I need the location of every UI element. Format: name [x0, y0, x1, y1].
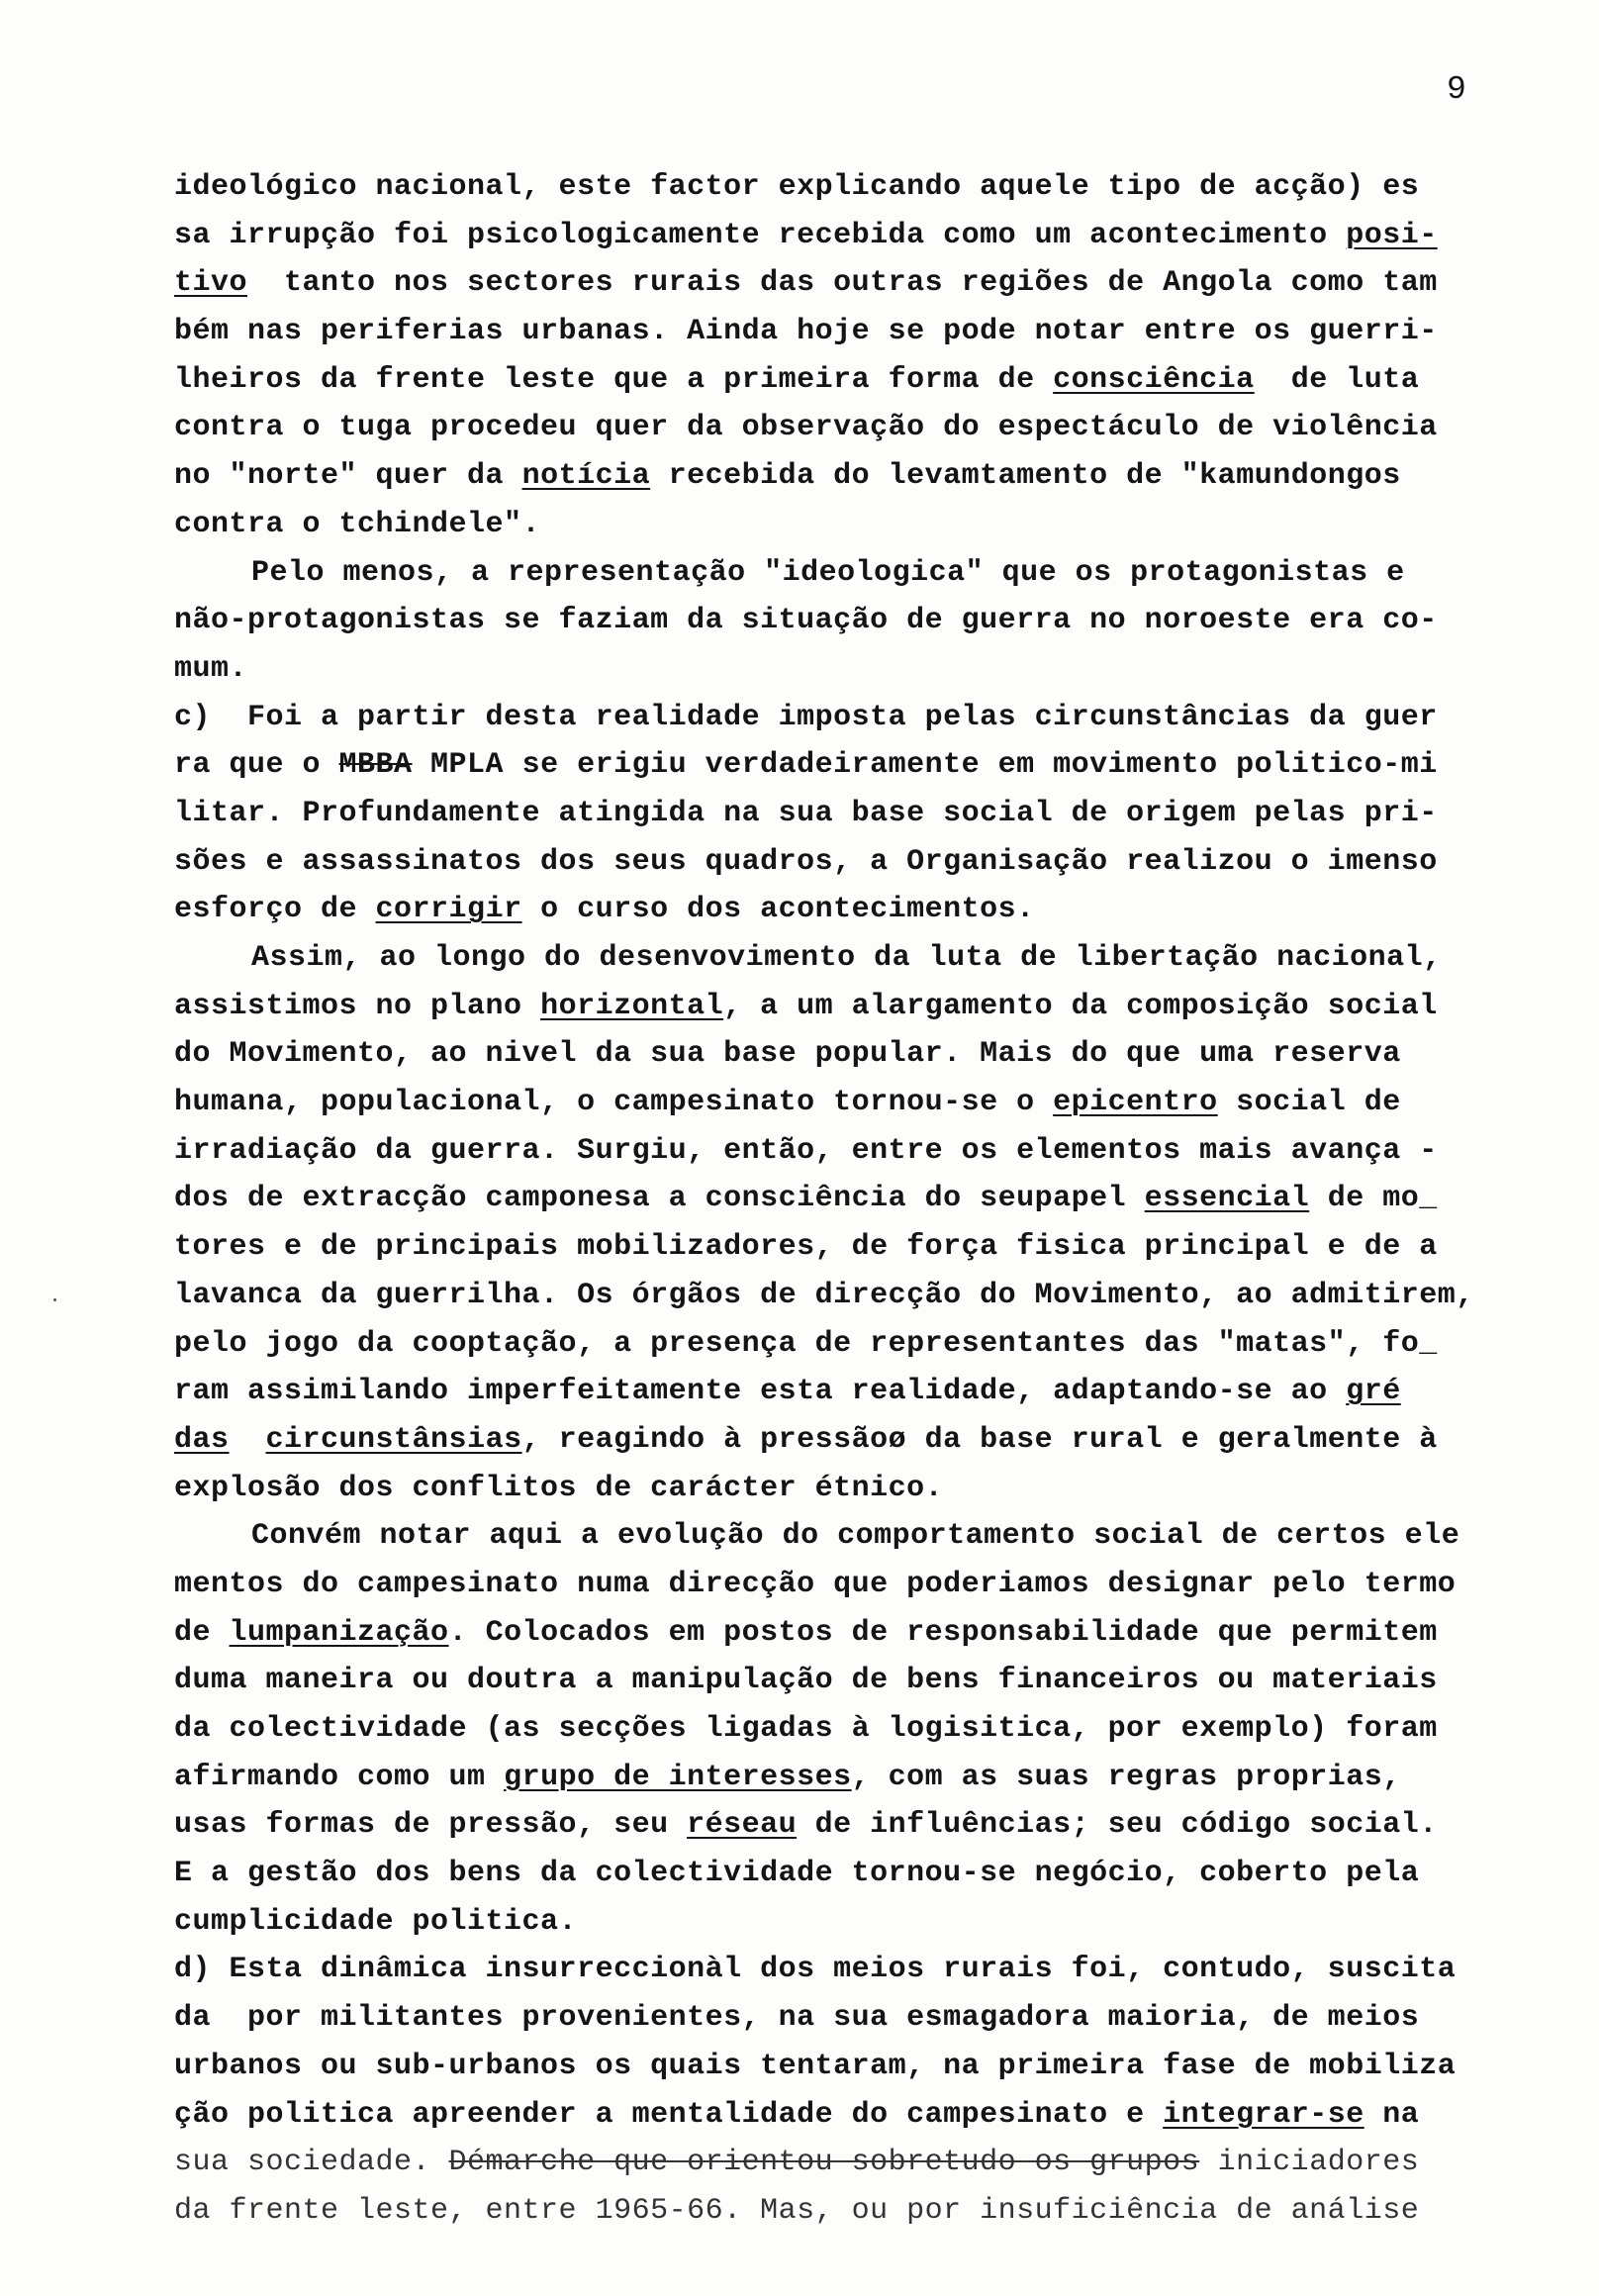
text-line [174, 1850, 1559, 1898]
underlined-text: gré [1346, 1375, 1401, 1409]
text-line [174, 1561, 1559, 1609]
text-line [174, 597, 1559, 645]
text-line [174, 694, 1559, 742]
text-line [174, 1079, 1559, 1127]
text-segment: E a gestão dos bens da colectividade tornou-se negócio, coberto pela [174, 1857, 1420, 1891]
stray-ink-mark [53, 1298, 56, 1301]
text-segment: iniciadores [1199, 2146, 1420, 2180]
text-line [174, 452, 1559, 501]
text-segment: mentos do campesinato numa direcção que poderiamos designar pelo termo [174, 1567, 1457, 1601]
text-line [174, 1320, 1559, 1369]
body-text [174, 163, 1559, 2236]
text-line [174, 1994, 1559, 2043]
text-line [174, 212, 1559, 260]
underlined-text: grupo de interesses [504, 1760, 852, 1794]
text-segment: ideológico nacional, este factor explicando aquele tipo de acção) es [174, 170, 1420, 204]
text-line [174, 741, 1559, 790]
text-line [174, 356, 1559, 405]
text-line [174, 1898, 1559, 1947]
text-line [174, 1368, 1559, 1416]
text-segment: esforço de [174, 893, 376, 927]
underlined-text: epicentro [1053, 1086, 1218, 1120]
text-segment: de [174, 1615, 230, 1650]
text-segment: no "norte" quer da [174, 459, 522, 494]
text-segment: de luta [1254, 362, 1420, 397]
struck-text: Démarche que orientou sobretudo os grupos [448, 2146, 1200, 2180]
text-line [174, 1946, 1559, 1994]
underlined-text: das [174, 1422, 230, 1457]
text-segment: , a um alargamento da composição social [723, 989, 1438, 1023]
text-line [174, 983, 1559, 1031]
text-segment: sua sociedade. [174, 2146, 449, 2180]
text-segment: cumplicidade politica. [174, 1904, 578, 1939]
underlined-text: lumpanização [229, 1615, 449, 1650]
text-segment: Convém notar aqui a evolução do comportamento social de certos ele [251, 1519, 1460, 1554]
text-segment: d) Esta dinâmica insurreccionàl dos meios rurais foi, contudo, suscita [174, 1953, 1457, 1987]
text-segment: dos de extracção camponesa a consciência do seupapel [174, 1182, 1145, 1216]
text-line [174, 934, 1559, 983]
underlined-text: notícia [521, 459, 651, 494]
text-line [174, 2043, 1559, 2091]
text-segment: usas formas de pressão, seu [174, 1808, 688, 1843]
text-segment: da frente leste, entre 1965-66. Mas, ou por insuficiência de análise [174, 2193, 1420, 2228]
text-segment: de influências; seu código social. [797, 1808, 1438, 1843]
underlined-text: tivo [174, 266, 248, 301]
text-segment: de mo_ [1309, 1182, 1438, 1216]
text-segment: sões e assassinatos dos seus quadros, a Organisação realizou o imenso [174, 844, 1438, 879]
text-segment: da por militantes provenientes, na sua esmagadora maioria, de meios [174, 2001, 1420, 2036]
text-segment: mum. [174, 651, 248, 686]
text-segment: pelo jogo da cooptação, a presença de representantes das "matas", fo_ [174, 1326, 1438, 1361]
underlined-text: posi- [1346, 218, 1438, 252]
text-segment: humana, populacional, o campesinato tornou-se o [174, 1086, 1054, 1120]
text-segment: contra o tchindele". [174, 507, 541, 541]
text-segment: lavanca da guerrilha. Os órgãos de direcção do Movimento, ao admitirem, [174, 1278, 1474, 1312]
text-segment: tanto nos sectores rurais das outras regiões de Angola como tam [247, 266, 1438, 301]
text-segment: da colectividade (as secções ligadas à logisitica, por exemplo) foram [174, 1712, 1438, 1746]
text-line [174, 2139, 1559, 2187]
text-line [174, 163, 1559, 212]
text-line [174, 1175, 1559, 1223]
underlined-text: corrigir [375, 893, 522, 927]
text-segment: afirmando como um [174, 1760, 505, 1794]
text-line [174, 886, 1559, 934]
text-segment: bém nas periferias urbanas. Ainda hoje se pode notar entre os guerri- [174, 315, 1438, 349]
underlined-text: integrar-se [1163, 2097, 1364, 2132]
text-segment: contra o tuga procedeu quer da observação do espectáculo de violência [174, 411, 1438, 445]
text-segment: , reagindo à pressãoø da base rural e geralmente à [521, 1422, 1438, 1457]
text-line [174, 2091, 1559, 2140]
text-segment [230, 1423, 266, 1457]
text-segment: , com as suas regras proprias, [851, 1760, 1401, 1794]
struck-text: MBBA [338, 748, 413, 783]
text-line [174, 645, 1559, 694]
text-line [174, 1223, 1559, 1272]
text-segment: ção politica apreender a mentalidade do campesinato e [174, 2097, 1164, 2132]
page-number: 9 [1447, 71, 1466, 108]
text-segment: c) Foi a partir desta realidade imposta pelas circunstâncias da guer [174, 700, 1438, 734]
text-line [174, 1657, 1559, 1705]
text-segment: explosão dos conflitos de carácter étnico. [174, 1471, 944, 1505]
text-line [174, 259, 1559, 308]
text-segment: urbanos ou sub-urbanos os quais tentaram, na primeira fase de mobiliza [174, 2049, 1457, 2083]
underlined-text: circunstânsias [265, 1422, 522, 1457]
text-segment: recebida do levamtamento de "kamundongos [650, 459, 1401, 494]
text-line [174, 1754, 1559, 1802]
text-segment: assistimos no plano [174, 989, 541, 1023]
text-segment: ra que o [174, 748, 339, 783]
text-line [174, 1705, 1559, 1754]
text-line [174, 1512, 1559, 1561]
underlined-text: essencial [1144, 1182, 1310, 1216]
underlined-text: réseau [687, 1808, 798, 1843]
text-segment: Assim, ao longo do desenvovimento da luta de libertação nacional, [251, 941, 1442, 975]
text-line [174, 1801, 1559, 1850]
text-segment: ram assimilando imperfeitamente esta realidade, adaptando-se ao [174, 1375, 1347, 1409]
text-segment: Pelo menos, a representação "ideologica" que os protagonistas e [251, 555, 1405, 590]
text-line [174, 404, 1559, 452]
text-segment: não-protagonistas se faziam da situação de guerra no noroeste era co- [174, 604, 1438, 638]
text-segment: o curso dos acontecimentos. [521, 893, 1035, 927]
underlined-text: horizontal [540, 989, 724, 1023]
text-segment: tores e de principais mobilizadores, de força fisica principal e de a [174, 1230, 1438, 1265]
text-line [174, 501, 1559, 549]
text-line [174, 1465, 1559, 1513]
text-line [174, 790, 1559, 838]
text-line [174, 1272, 1559, 1320]
text-line [174, 838, 1559, 887]
text-line [174, 1127, 1559, 1176]
text-segment: social de [1217, 1086, 1401, 1120]
text-line [174, 1416, 1559, 1465]
text-segment: lheiros da frente leste que a primeira forma de [174, 362, 1054, 397]
text-segment: na [1364, 2097, 1420, 2132]
text-segment: sa irrupção foi psicologicamente recebida como um acontecimento [174, 218, 1347, 252]
text-segment: litar. Profundamente atingida na sua base social de origem pelas pri- [174, 796, 1438, 830]
underlined-text: consciência [1053, 362, 1255, 397]
text-line [174, 549, 1559, 598]
text-segment: duma maneira ou doutra a manipulação de bens financeiros ou materiais [174, 1664, 1438, 1698]
text-line [174, 1609, 1559, 1658]
text-line [174, 1030, 1559, 1079]
text-segment: . Colocados em postos de responsabilidade que permitem [448, 1615, 1438, 1650]
text-line [174, 2187, 1559, 2236]
text-segment: do Movimento, ao nivel da sua base popular. Mais do que uma reserva [174, 1037, 1401, 1072]
text-segment: irradiação da guerra. Surgiu, então, entre os elementos mais avança - [174, 1133, 1438, 1168]
text-segment: MPLA se erigiu verdadeiramente em movimento politico-mi [412, 748, 1438, 783]
text-line [174, 308, 1559, 356]
